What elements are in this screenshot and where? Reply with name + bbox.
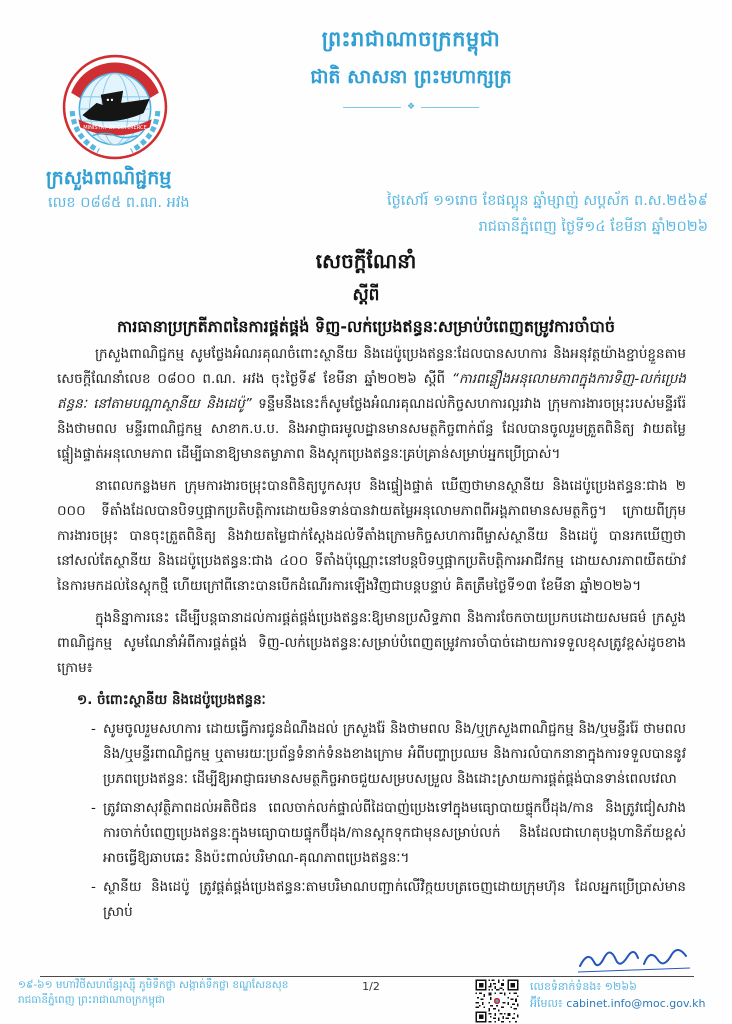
address-line-2: រាជធានីភ្នំពេញ ព្រះរាជាណាចក្រកម្ពុជា [18, 994, 165, 1006]
address-line-1: ១៩-៦១ មហាវិថីសហព័ន្ធរុស្ស៊ី ភូមិទឹកថ្លា សង្កាត់ទឹកថ្លា ខណ្ឌសែនសុខ [18, 979, 289, 991]
paragraph-1-continuation: ទន្ទឹមនឹងនេះក៏សូមថ្លែងអំណរគុណដល់កិច្ចសហការល្អរវាង ក្រុមការងារចម្រុះរបស់មន្ទីររ៉ែ និងថាមពល មន្ទីរពាណិជ្ជកម្ម សាខាក.ប.ប. និងអាជ្ញាធរមូលដ្ឋានមានសមត្ថកិច្ចពាក់ព័ន្ធ ដែលបានចូលរួមត្រួតពិនិត្យ វាយតម្លៃផ្ទៀងផ្ទាត់អនុលោមភាព ដើម្បីធានាឱ្យមានតម្លាភាព និងស្តុកប្រេងឥន្ធនៈគ្រប់គ្រាន់សម្រាប់អ្នកប្រើប្រាស់។ [57, 396, 686, 462]
paragraph-2: នាពេលកន្លងមក ក្រុមការងារចម្រុះបានពិនិត្យបូកសរុប និងផ្ទៀងផ្ទាត់ ឃើញថាមានស្ថានីយ និងដេប៉ូប្រេងឥន្ធនៈជាង ២ ០០០ ទីតាំងដែលបានបិទឬផ្អាកប្រតិបត្តិការដោយមិនទាន់បានវាយតម្លៃអនុលោមភាពពីអង្គភាពមានសមត្ថកិច្ច។ ក្រោយពីក្រុមការងារចម្រុះ បានចុះត្រួតពិនិត្យ និងវាយតម្លៃជាក់ស្តែងដល់ទីតាំងក្រោមកិច្ចសហការពីម្ចាស់ស្ថានីយ និងដេប៉ូ បានរកឃើញថា នៅសល់តែស្ថានីយ និងដេប៉ូប្រេងឥន្ធនៈជាង ៤០០ ទីតាំងប៉ុណ្ណោះនៅបន្តបិទឬផ្អាកប្រតិបត្តិការអាជីវកម្ម ដោយសារភាពយឺតយ៉ាវនៃការមកដល់នៃស្តុកថ្មី ហើយក្រៅពីនោះបានបើកដំណើរការឡើងវិញជាបន្តបន្ទាប់ គិតត្រឹមថ្ងៃទី១៣ ខែមីនា ឆ្នាំ២០២៦។ [57, 478, 686, 594]
document-body [57, 342, 686, 932]
ministry-name: ក្រសួងពាណិជ្ជកម្ម [46, 167, 172, 189]
section-1-heading: ១. ចំពោះស្ថានីយ និងដេប៉ូប្រេងឥន្ធនៈ [77, 692, 266, 708]
bullet-marker: - [91, 800, 96, 816]
paragraph-3: ក្នុងនិន្នាការនេះ ដើម្បីបន្តធានាដល់ការផ្គត់ផ្គង់ប្រេងឥន្ធនៈឱ្យមានប្រសិទ្ធភាព និងការចែកចាយប្រកបដោយសមធម៌ ក្រសួងពាណិជ្ជកម្ម សូមណែនាំអំពីការផ្គត់ផ្គង់ ទិញ-លក់ប្រេងឥន្ធនៈសម្រាប់បំពេញតម្រូវការចាំបាច់ដោយការទទួលខុសត្រូវខ្ពស់ដូចខាងក្រោម៖ [57, 610, 686, 676]
footer [18, 978, 718, 1022]
list-item [91, 796, 686, 871]
national-motto: ជាតិ សាសនា ព្រះមហាក្សត្រ [310, 66, 512, 88]
paragraph-1-text: ក្រសួងពាណិជ្ជកម្ម សូមថ្លែងអំណរគុណចំពោះស្ថានីយ និងដេប៉ូប្រេងឥន្ធនៈដែលបានសហការ និងអនុវត្តយ៉ាងខ្ជាប់ខ្ជួនតាមសេចក្តីណែនាំលេខ ០៨០០ ព.ណ. អវង ចុះថ្ងៃទី៩ ខែមីនា ឆ្នាំ២០២៦ ស្តីពី [57, 346, 686, 387]
bullet-1-text: សូមចូលរួមសហការ ដោយធ្វើការជូនដំណឹងដល់ ក្រសួងរ៉ែ និងថាមពល និង/ឬក្រសួងពាណិជ្ជកម្ម និង/ឬមន្ទីររ៉ែ ថាមពល និង/ឬមន្ទីរពាណិជ្ជកម្ម ឬតាមរយៈប្រព័ន្ធទំនាក់ទំនងខាងក្រោម អំពីបញ្ហាប្រឈម និងការលំបាកនានាក្នុងការទទួលបាននូវប្រភពប្រេងឥន្ធនៈ ដើម្បីឱ្យអាជ្ញាធរមានសមត្ថកិច្ចអាចជួយសម្របសម្រួល និងដោះស្រាយការផ្គត់ផ្គង់បានទាន់ពេលវេលា [103, 721, 686, 787]
date-block [387, 188, 708, 240]
contact-number: លេខទំនាក់ទំនង៖ ១២៦៦ [530, 980, 637, 993]
reference-number: លេខ ០៨៨៥ ព.ណ. អវង [48, 195, 190, 211]
document-type-title: សេចក្តីណែនាំ [315, 249, 417, 273]
divider-ornament-icon: ❖ [406, 102, 416, 112]
list-item [91, 717, 686, 792]
list-item [91, 875, 686, 925]
footer-address [18, 978, 336, 1008]
title-preposition: ស្តីពី [352, 285, 380, 305]
bullet-2-text: ត្រូវធានាសុវត្ថិភាពដល់អតិថិជន ពេលចាក់លក់ផ្ទាល់ពីដៃបាញ់ប្រេងទៅក្នុងមធ្យោបាយផ្ទុកប៊ីដុង/កាន និងត្រូវជៀសវាងការចាក់បំពេញប្រេងឥន្ធនៈក្នុងមធ្យោបាយផ្ទុកប៊ីដុង/កានស្តុកទុកជាមុនសម្រាប់លក់ និងដែលជាហេតុបង្កហានិភ័យខ្ពស់អាចធ្វើឱ្យឆាបឆេះ និងប៉ះពាល់បរិមាណ-គុណភាពប្រេងឥន្ធនៈ។ [103, 800, 686, 866]
kingdom-title: ព្រះរាជាណាចក្រកម្ពុជា [321, 27, 501, 51]
kingdom-header [120, 26, 702, 112]
title-block [30, 248, 702, 340]
issue-place-date: រាជធានីភ្នំពេញ ថ្ងៃទី១៤ ខែមីនា ឆ្នាំ២០២៦ [478, 219, 708, 235]
qr-code [474, 978, 520, 1024]
bullet-marker: - [91, 879, 96, 895]
email-label: អ៊ីមែល៖ [530, 997, 563, 1010]
referenced-directive-title: “ការពន្លឿងអនុលោមភាពក្នុងការទិញ-លក់ប្រេងឥន្ធនៈ នៅតាមបណ្តាស្ថានីយ និងដេប៉ូ” [57, 371, 686, 412]
lunar-date: ថ្ងៃសៅរ៍ ១១រោច ខែផល្គុន ឆ្នាំម្សាញ់ សប្តស័ក ព.ស.២៥៦៩ [387, 193, 708, 209]
bullet-marker: - [91, 721, 96, 737]
document-subject: ការធានាប្រក្រតីភាពនៃការផ្គត់ផ្គង់ ទិញ-លក់ប្រេងឥន្ធនៈសម្រាប់បំពេញតម្រូវការចាំបាច់ [117, 317, 615, 336]
svg-text:MINISTRY OF COMMERCE: MINISTRY OF COMMERCE [83, 124, 147, 131]
footer-divider-line [40, 976, 694, 977]
contact-email [530, 995, 705, 1012]
page-number: 1/2 [362, 980, 380, 993]
paragraph-1 [57, 342, 686, 467]
header-divider [120, 102, 702, 112]
bullet-3-text: ស្ថានីយ និងដេប៉ូ ត្រូវផ្គត់ផ្គង់ប្រេងឥន្ធនៈតាមបរិមាណបញ្ជាក់លើវិក្កយបត្រចេញដោយក្រុមហ៊ុន ដែលអ្នកប្រើប្រាស់មានស្រាប់ [103, 879, 686, 920]
footer-contact [530, 978, 705, 1012]
email-address: cabinet.info@moc.gov.kh [566, 997, 706, 1010]
